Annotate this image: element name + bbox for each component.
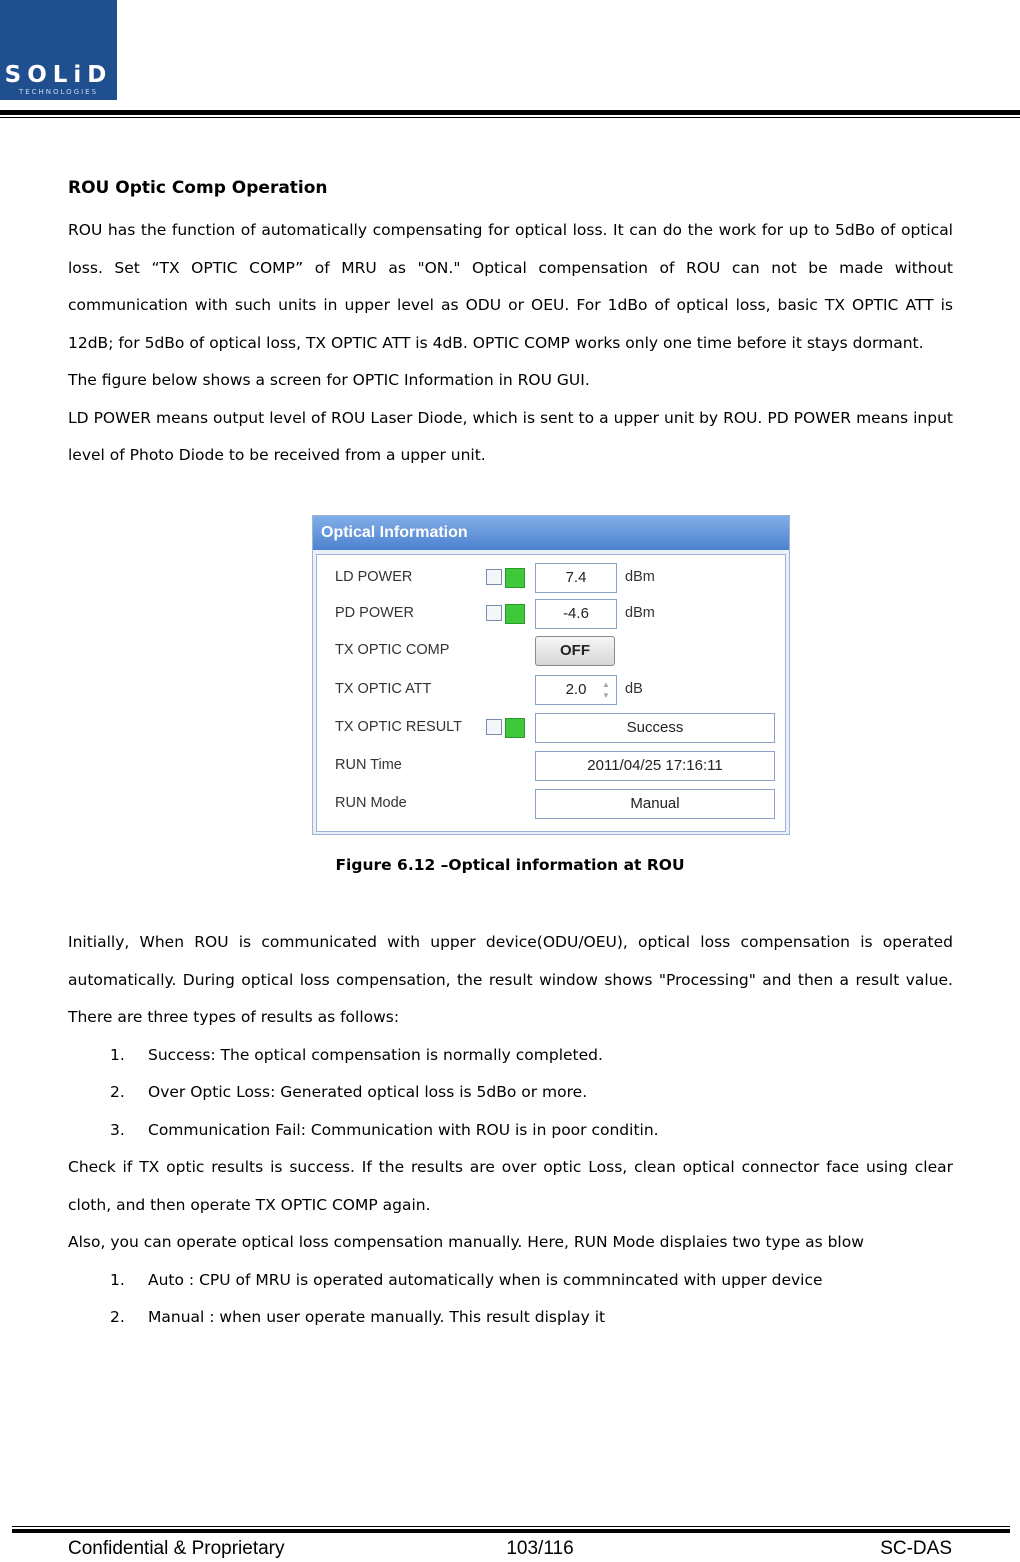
list-text: Over Optic Loss: Generated optical loss is 5dBo or more. — [148, 1083, 588, 1101]
results-list-item — [68, 1037, 953, 1075]
footer-right: SC-DAS — [880, 1538, 952, 1559]
tx-optic-result-led-icon — [505, 718, 525, 738]
pd-power-checkbox[interactable] — [486, 605, 502, 621]
ld-power-value: 7.4 — [535, 563, 617, 593]
check-paragraph: Check if TX optic results is success. If the results are over optic Loss, clean optical connector face using clear cloth, and then operate TX OPTIC COMP again. — [68, 1158, 953, 1214]
run-time-value: 2011/04/25 17:16:11 — [535, 751, 775, 781]
header-rule-thin — [0, 117, 1020, 118]
manual-paragraph: Also, you can operate optical loss compensation manually. Here, RUN Mode displaies two type as blow — [68, 1233, 864, 1251]
tx-optic-comp-row — [335, 636, 775, 666]
list-text: Manual : when user operate manually. This result display it — [148, 1308, 606, 1326]
run-time-label: RUN Time — [335, 757, 402, 773]
panel-title: Optical Information — [313, 516, 789, 550]
tx-optic-result-row — [335, 713, 775, 743]
run-time-row — [335, 751, 775, 781]
results-list-item — [68, 1112, 953, 1150]
tx-optic-att-unit: dB — [625, 681, 643, 697]
footer-left: Confidential & Proprietary — [68, 1538, 285, 1559]
list-number: 1. — [110, 1045, 125, 1064]
tx-optic-att-value: 2.0 — [565, 681, 587, 698]
tx-optic-att-label: TX OPTIC ATT — [335, 681, 432, 697]
list-number: 3. — [110, 1120, 125, 1139]
footer-rule-thick — [12, 1529, 1010, 1533]
ld-power-checkbox[interactable] — [486, 569, 502, 585]
ld-power-label: LD POWER — [335, 569, 413, 585]
run-mode-row — [335, 789, 775, 819]
ld-pd-paragraph: LD POWER means output level of ROU Laser Diode, which is sent to a upper unit by ROU. PD POWER means input level of Photo Diode to be received from a upper unit. — [68, 408, 953, 464]
pd-power-led-icon — [505, 604, 525, 624]
list-number: 2. — [110, 1083, 125, 1101]
solid-logo — [0, 0, 117, 100]
results-list-item — [68, 1074, 953, 1112]
pd-power-row — [335, 599, 775, 629]
mode-list-item — [68, 1299, 953, 1337]
pd-power-value: -4.6 — [535, 599, 617, 629]
footer-page-number: 103/116 — [506, 1538, 574, 1559]
list-text: Communication Fail: Communication with ROU is in poor conditin. — [148, 1120, 659, 1139]
pd-power-label: PD POWER — [335, 605, 414, 621]
spinner-arrows-icon[interactable]: ▲ ▼ — [602, 680, 610, 700]
figure-caption: Figure 6.12 –Optical information at ROU — [335, 856, 685, 874]
ld-power-row — [335, 563, 775, 593]
ld-power-unit: dBm — [625, 569, 655, 585]
results-block — [68, 924, 953, 1337]
run-mode-label: RUN Mode — [335, 795, 407, 811]
run-mode-value: Manual — [535, 789, 775, 819]
logo-subtext: TECHNOLOGIES — [18, 88, 99, 96]
intro-paragraph: ROU has the function of automatically compensating for optical loss. It can do the work for up to 5dBo of optical loss. Set “TX OPTIC COMP” of MRU as "ON." Optical compensation of ROU can not be made without communication with such units in upper level as ODU or OEU. For 1dBo of optical loss, basic TX OPTIC ATT is 12dB; for 5dBo of optical loss, TX OPTIC ATT is 4dB. OPTIC COMP works only one time before it stays dormant. — [68, 221, 953, 352]
list-text: Success: The optical compensation is normally completed. — [148, 1045, 603, 1064]
panel-body — [316, 554, 786, 832]
ld-power-led-icon — [505, 568, 525, 588]
list-number: 2. — [110, 1308, 125, 1326]
tx-optic-result-checkbox[interactable] — [486, 719, 502, 735]
footer-rule-thin — [12, 1526, 1010, 1527]
header-rule-thick — [0, 110, 1020, 115]
tx-optic-att-spinner[interactable] — [535, 675, 617, 705]
section-title: ROU Optic Comp Operation — [68, 178, 328, 198]
tx-optic-comp-button[interactable]: OFF — [535, 636, 615, 666]
results-paragraph: Initially, When ROU is communicated with upper device(ODU/OEU), optical loss compensation is operated automatically. During optical loss compensation, the result window shows "Processing" and then a result value. There are three types of results as follows: — [68, 933, 953, 1026]
logo-text: SOLiD — [4, 62, 113, 88]
figure-intro: The figure below shows a screen for OPTIC Information in ROU GUI. — [68, 371, 590, 389]
intro-block — [68, 212, 953, 475]
list-text: Auto : CPU of MRU is operated automatically when is commnincated with upper device — [148, 1270, 823, 1289]
optical-information-panel — [312, 515, 790, 835]
mode-list-item — [68, 1262, 953, 1300]
tx-optic-att-row — [335, 675, 775, 705]
list-number: 1. — [110, 1270, 125, 1289]
tx-optic-comp-label: TX OPTIC COMP — [335, 642, 450, 658]
tx-optic-result-label: TX OPTIC RESULT — [335, 719, 463, 735]
tx-optic-result-value: Success — [535, 713, 775, 743]
pd-power-unit: dBm — [625, 605, 655, 621]
